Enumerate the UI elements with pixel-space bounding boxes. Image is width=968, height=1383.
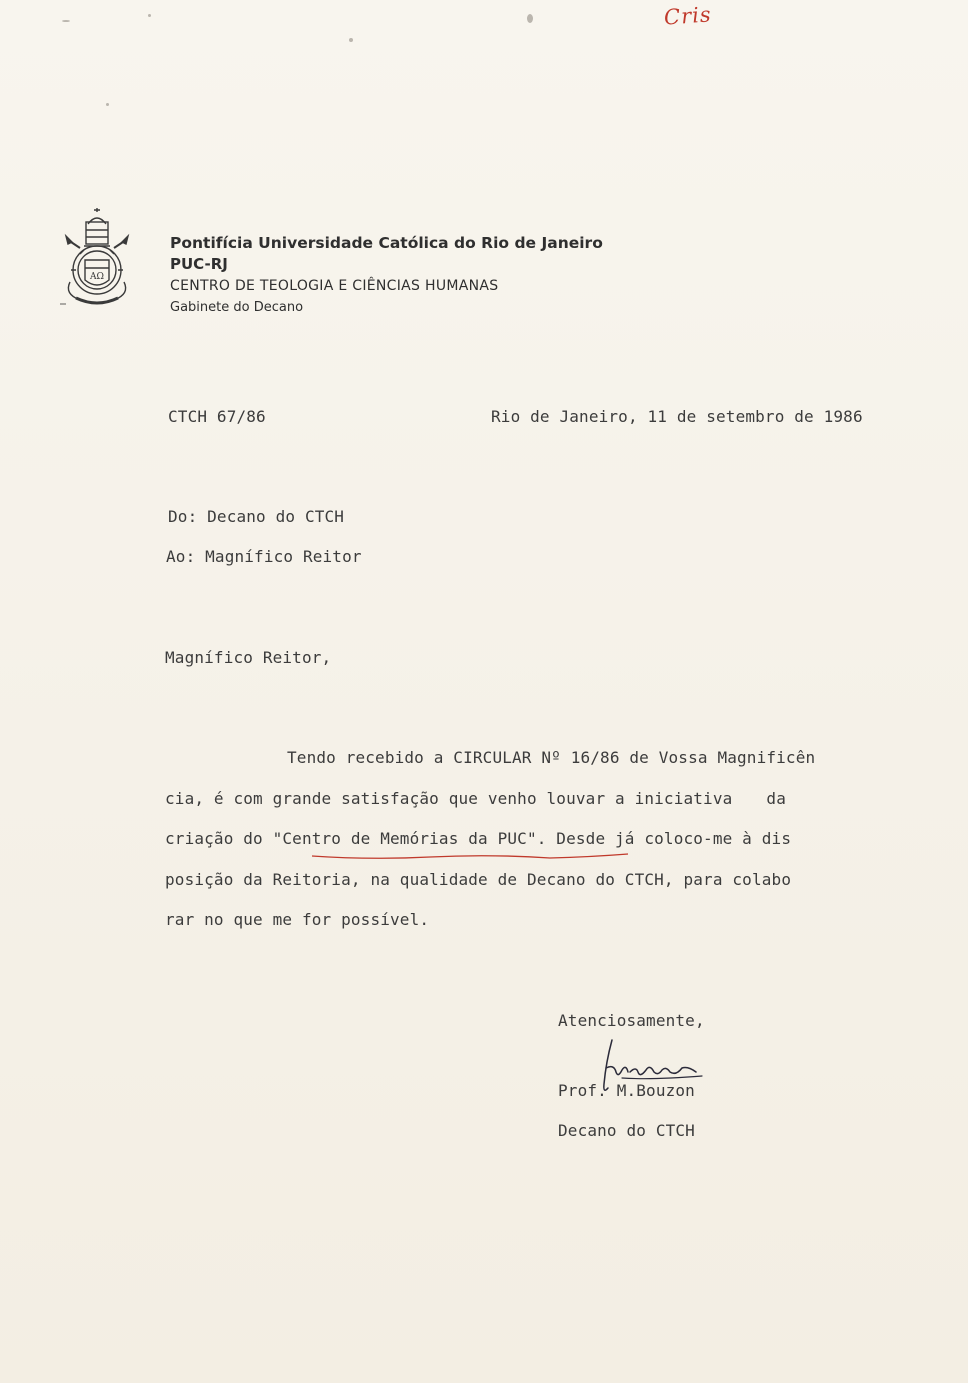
paper-speck bbox=[148, 14, 151, 17]
center-name: CENTRO DE TEOLOGIA E CIÊNCIAS HUMANAS bbox=[170, 278, 499, 294]
university-crest-icon bbox=[58, 208, 136, 312]
paper-speck bbox=[527, 14, 533, 23]
university-name: Pontifícia Universidade Católica do Rio de Janeiro bbox=[170, 234, 603, 252]
paper-speck bbox=[62, 20, 70, 22]
body-line: rar no que me for possível. bbox=[165, 910, 430, 929]
body-line-text: cia, é com grande satisfação que venho louvar a iniciativa bbox=[165, 789, 733, 808]
body-line: criação do "Centro de Memórias da PUC". Desde já coloco-me à dis bbox=[165, 829, 792, 848]
to-line: Ao: Magnífico Reitor bbox=[166, 547, 362, 566]
salutation: Magnífico Reitor, bbox=[165, 648, 332, 667]
paper-speck bbox=[106, 103, 109, 106]
paper-speck bbox=[349, 38, 353, 42]
red-pen-underline bbox=[310, 850, 630, 864]
body-line bbox=[165, 789, 786, 808]
body-line: posição da Reitoria, na qualidade de Decano do CTCH, para colabo bbox=[165, 870, 792, 889]
signer-title: Decano do CTCH bbox=[558, 1121, 695, 1140]
crest-monogram: AΩ bbox=[90, 272, 104, 282]
closing: Atenciosamente, bbox=[558, 1011, 705, 1030]
margin-note: Cris bbox=[663, 2, 713, 30]
cabinet-name: Gabinete do Decano bbox=[170, 300, 304, 315]
place-date: Rio de Janeiro, 11 de setembro de 1986 bbox=[491, 407, 863, 426]
from-line: Do: Decano do CTCH bbox=[168, 507, 345, 526]
body-line-text: da bbox=[766, 789, 786, 808]
letter-reference: CTCH 67/86 bbox=[168, 407, 266, 426]
university-acronym: PUC-RJ bbox=[170, 255, 228, 273]
body-line: Tendo recebido a CIRCULAR Nº 16/86 de Vossa Magnificên bbox=[287, 748, 816, 767]
signer-name: Prof. M.Bouzon bbox=[558, 1081, 695, 1100]
letterhead bbox=[170, 232, 690, 318]
